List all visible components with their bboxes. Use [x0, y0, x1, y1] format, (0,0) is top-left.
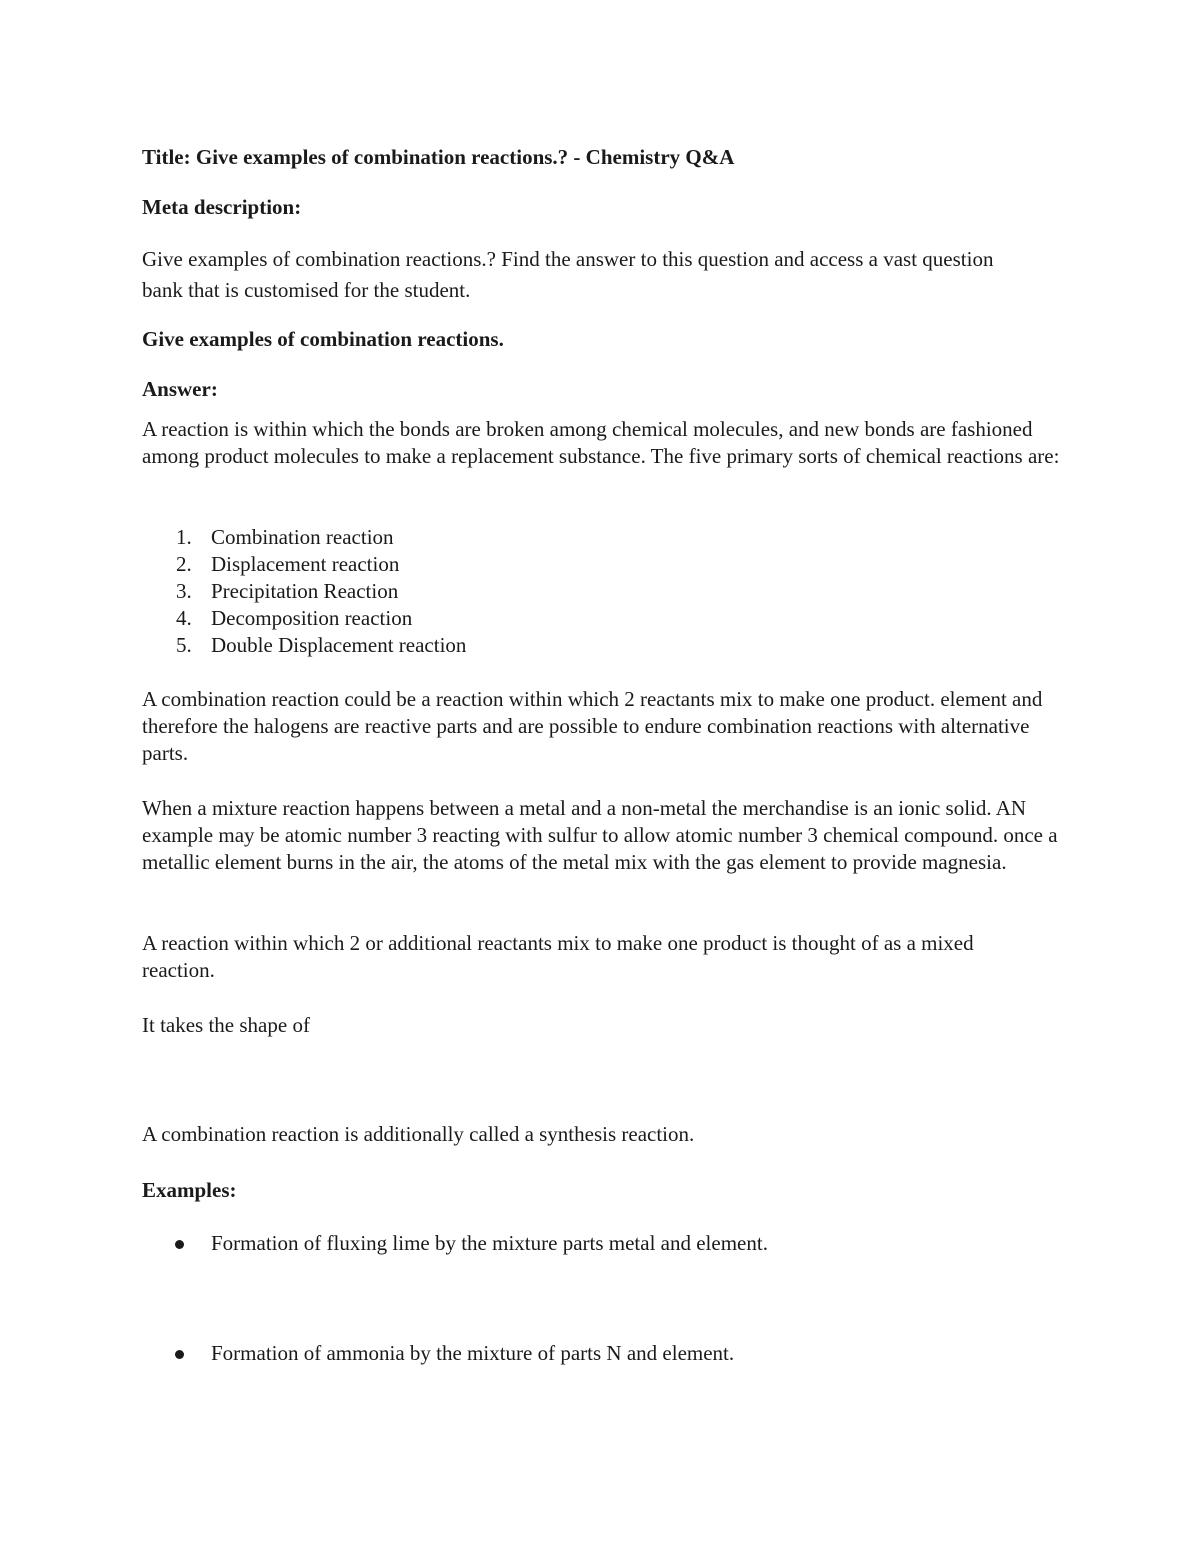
- list-marker: 3.: [176, 579, 192, 603]
- examples-list: [142, 1230, 1042, 1257]
- meta-description-text: Give examples of combination reactions.? Find the answer to this question and access a vast question bank that is customised for the student.: [142, 247, 994, 302]
- document-title: Title: Give examples of combination reactions.? - Chemistry Q&A: [142, 145, 735, 169]
- bullet-icon: [175, 1240, 184, 1249]
- meta-description-heading: Meta description:: [142, 195, 302, 219]
- list-item: [142, 1340, 1042, 1367]
- list-item-text: Decomposition reaction: [211, 606, 413, 630]
- bullet-icon: [175, 1350, 184, 1359]
- reaction-types-list: [142, 524, 1042, 659]
- list-item: [142, 632, 1042, 659]
- paragraph-synthesis: A combination reaction is additionally called a synthesis reaction.: [142, 1122, 695, 1146]
- list-item: [142, 605, 1042, 632]
- list-marker: 4.: [176, 606, 192, 630]
- paragraph-shape: It takes the shape of: [142, 1013, 310, 1037]
- examples-heading: Examples:: [142, 1178, 237, 1202]
- paragraph-mixture: When a mixture reaction happens between a metal and a non-metal the merchandise is an ionic solid. AN example may be atomic number 3 reacting with sulfur to allow atomic number 3 chemical compound. once a metallic element burns in the air, the atoms of the metal mix with the gas element to provide magnesia.: [142, 796, 1058, 874]
- list-marker: 1.: [176, 525, 192, 549]
- list-item: [142, 551, 1042, 578]
- paragraph-combination: A combination reaction could be a reaction within which 2 reactants mix to make one product. element and therefore the halogens are reactive parts and are possible to endure combination reactions with alternative parts.: [142, 687, 1043, 765]
- list-item-text: Double Displacement reaction: [211, 633, 467, 657]
- list-item-text: Formation of fluxing lime by the mixture parts metal and element.: [211, 1231, 768, 1255]
- examples-list-continued: [142, 1340, 1042, 1367]
- list-item: [142, 1230, 1042, 1257]
- answer-intro: A reaction is within which the bonds are broken among chemical molecules, and new bonds are fashioned among product molecules to make a replacement substance. The five primary sorts of chemical reactions are:: [142, 417, 1060, 468]
- list-item: [142, 578, 1042, 605]
- question-heading: Give examples of combination reactions.: [142, 327, 504, 351]
- list-item-text: Combination reaction: [211, 525, 394, 549]
- list-marker: 2.: [176, 552, 192, 576]
- answer-heading: Answer:: [142, 377, 218, 401]
- paragraph-mixed: A reaction within which 2 or additional reactants mix to make one product is thought of as a mixed reaction.: [142, 931, 974, 982]
- list-item-text: Displacement reaction: [211, 552, 400, 576]
- list-marker: 5.: [176, 633, 192, 657]
- list-item: [142, 524, 1042, 551]
- list-item-text: Precipitation Reaction: [211, 579, 399, 603]
- list-item-text: Formation of ammonia by the mixture of parts N and element.: [211, 1341, 735, 1365]
